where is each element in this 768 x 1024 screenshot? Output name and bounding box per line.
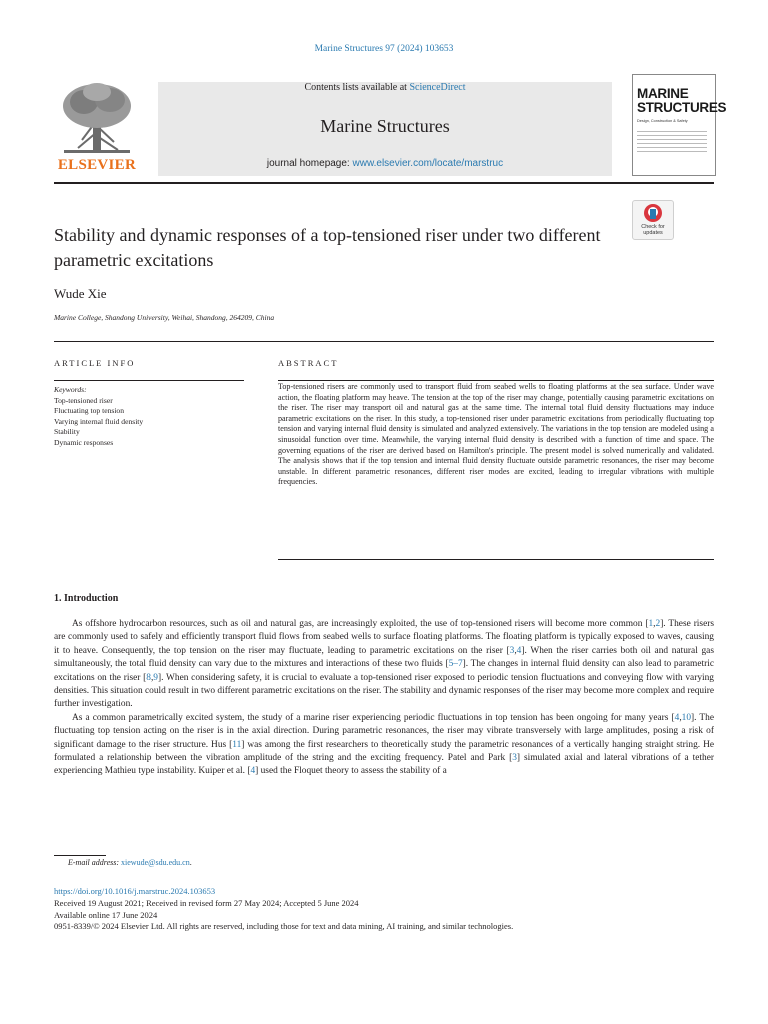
text-run: ]. When the riser carries both oil and natural gas simultaneously, the total fluid density can vary due to the mixtures and interactions of these two fluids [ [54, 645, 714, 670]
affiliation-divider [54, 341, 714, 342]
citation-link[interactable]: 8 [146, 672, 151, 683]
header-divider [54, 182, 714, 184]
text-run: , [150, 672, 154, 683]
article-info-heading: ARTICLE INFO [54, 358, 136, 368]
citation-link[interactable]: 5–7 [448, 659, 463, 670]
text-run: , [653, 619, 656, 629]
received-dates: Received 19 August 2021; Received in revised form 27 May 2024; Accepted 5 June 2024 [54, 897, 359, 908]
keyword-item: Varying internal fluid density [54, 416, 144, 426]
introduction-body [54, 618, 714, 779]
contents-lists-line [158, 82, 612, 93]
journal-homepage-link[interactable]: www.elsevier.com/locate/marstruc [352, 158, 504, 169]
cover-subtitle: Design, Construction & Safety [637, 119, 688, 123]
citation-link[interactable]: 1 [648, 619, 654, 629]
citation-link[interactable]: 4 [516, 645, 522, 656]
journal-reference-link[interactable]: Marine Structures 97 (2024) 103653 [314, 44, 454, 54]
journal-homepage-line [158, 158, 612, 169]
crossmark-label-line1: Check for [641, 224, 665, 230]
intro-paragraph-1 [54, 618, 714, 712]
text-run: ]. These risers are commonly used to safely and efficiently transport fluid flows from seabed wells to surface floating platforms. The floating platform is typically exposed to waves, causing it to heave. Consequently, the top tension on the riser may fluctuate, leading to parametric excitations on the riser [ [54, 619, 714, 656]
text-run: As a common parametrically excited system, the study of a marine riser experiencing periodic fluctuations in top tension has been ongoing for many years [ [72, 712, 675, 723]
elsevier-tree-icon [54, 80, 140, 156]
text-run: ]. The fluctuating top tension acting on the riser is in the axial direction. During parametric resonances, the riser may vibrate transversely with large amplitudes, posing a risk of significant damage to the riser structure. Hus [ [54, 712, 714, 750]
keywords-block [54, 385, 143, 449]
elsevier-logo [54, 80, 140, 174]
citation-link[interactable]: 3 [509, 645, 515, 656]
text-run: ] was among the first researchers to theoretically study the parametric resonances of a vertically hanging straight string. He formulated a relationship between the vibration amplitude of the string and the exciting frequency. Patel and Park [ [54, 739, 714, 764]
text-run: , [679, 712, 682, 723]
section-heading-introduction: 1. Introduction [54, 593, 119, 604]
citation-link[interactable]: 2 [655, 619, 661, 629]
email-label: E-mail address: [68, 858, 120, 867]
abstract-text: Top-tensioned risers are commonly used to transport fluid from seabed wells to floating platforms at the sea surface. Under wave action, the floating platform may heave. The tension at the top of the riser may change, potentially causing parametric excitations on the riser. The riser may transport oil and natural gas at the same time. The internal total fluid density fluctuations may induce parametric excitations on the riser. In this study, a top-tensioned riser under parametric excitations from periodically fluctuating top tension and varying internal fluid density is simulated and analyzed extensively. The variations in the top tension are modeled using a sinusoidal function over time. Meanwhile, the varying internal fluid density is described with a function of time and space. The governing equations of the riser are derived based on Hamilton's principle. The present model is solved numerically and validated. The analysis shows that if the top tension and internal fluid density fluctuate outside parametric resonances, the riser may become unstable. In different parametric resonances, different riser modes are excited, leading to irregular vibrations with multiple frequencies. [278, 382, 714, 487]
keyword-item: Fluctuating top tension [54, 406, 125, 416]
author-affiliation: Marine College, Shandong University, Weihai, Shandong, 264209, China [54, 313, 275, 322]
crossmark-label [633, 224, 673, 236]
journal-title: Marine Structures [320, 116, 450, 136]
sciencedirect-link[interactable]: ScienceDirect [409, 82, 466, 93]
citation-link[interactable]: 10 [681, 712, 692, 723]
abstract-bottom-rule [278, 559, 714, 560]
article-metadata [54, 886, 513, 933]
citation-link[interactable]: 3 [512, 753, 517, 764]
journal-cover-thumbnail[interactable] [632, 74, 727, 176]
article-title: Stability and dynamic responses of a top-tensioned riser under two different parametric excitations [54, 225, 601, 270]
check-for-updates-button[interactable] [632, 200, 674, 240]
article-info-rule [54, 380, 244, 381]
footnote-email [68, 858, 192, 867]
author-name[interactable]: Wude Xie [54, 286, 107, 301]
cover-title: MARINE STRUCTURES [637, 86, 727, 115]
text-run: ]. The changes in internal fluid density can also lead to parametric excitations on the riser [ [54, 659, 714, 683]
homepage-prefix: journal homepage: [266, 158, 353, 169]
email-end: . [189, 858, 192, 867]
cover-decoration [637, 131, 707, 155]
citation-link[interactable]: 4 [250, 766, 256, 777]
available-online: Available online 17 June 2024 [54, 909, 158, 920]
keyword-item: Stability [54, 427, 80, 437]
citation-link[interactable]: 11 [232, 739, 242, 750]
doi-link[interactable]: https://doi.org/10.1016/j.marstruc.2024.103653 [54, 886, 216, 896]
abstract-rule [278, 380, 714, 381]
text-run: ]. When considering safety, it is crucial to evaluate a top-tensioned riser exposed to periodic tension fluctuations and conveying flow with varying densities. This situation could result in two different parametric excitations on the riser. The stability and dynamic responses of the riser may become more complex and require further investigation. [54, 672, 714, 710]
text-run: ] simulated axial and lateral vibrations of a tether experiencing Mathieu type instability. Kuiper et al. [ [54, 753, 715, 777]
keywords-label: Keywords: [54, 385, 87, 394]
elsevier-wordmark: ELSEVIER [57, 157, 137, 173]
contents-prefix: Contents lists available at [304, 82, 410, 93]
citation-link[interactable]: 9 [153, 672, 158, 683]
text-run: ] used the Floquet theory to assess the stability of a [255, 766, 447, 777]
email-link[interactable]: xiewude@sdu.edu.cn [121, 858, 190, 867]
text-run: As offshore hydrocarbon resources, such as oil and natural gas, are increasingly exploited, the use of top-tensioned risers will become more common [ [72, 619, 649, 629]
crossmark-label-line2: updates [643, 230, 663, 236]
journal-banner [158, 82, 612, 176]
keyword-item: Top-tensioned riser [54, 395, 113, 405]
copyright-notice: 0951-8339/© 2024 Elsevier Ltd. All rights are reserved, including those for text and data mining, AI training, and similar technologies. [54, 921, 514, 932]
footnote-rule [54, 855, 106, 856]
abstract-heading: ABSTRACT [278, 358, 339, 368]
text-run: , [514, 645, 517, 656]
citation-link[interactable]: 4 [674, 712, 680, 723]
intro-paragraph-2 [54, 712, 714, 779]
crossmark-icon-bookmark [650, 209, 656, 219]
keyword-item: Dynamic responses [54, 437, 114, 447]
